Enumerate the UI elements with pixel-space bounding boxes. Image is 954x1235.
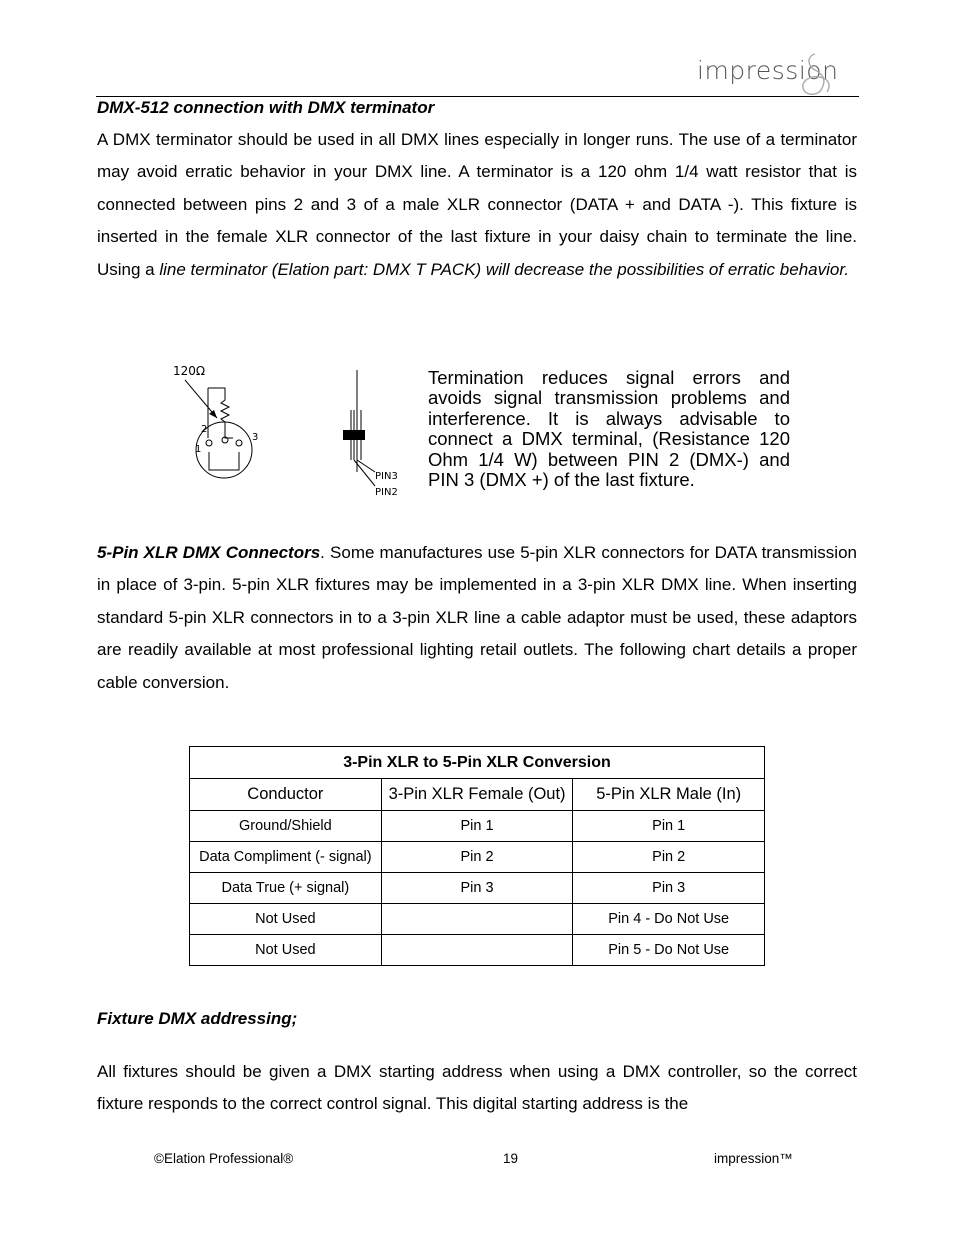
logo-text: impression (697, 56, 839, 85)
pin-label-2: 2 (201, 424, 208, 435)
table-title: 3-Pin XLR to 5-Pin XLR Conversion (190, 747, 765, 779)
table-cell: Data Compliment (- signal) (190, 842, 382, 873)
table-cell: Data True (+ signal) (190, 873, 382, 904)
pin2-label: PIN2 (375, 487, 398, 498)
terminator-plug-body (343, 430, 365, 440)
table-cell: Not Used (190, 935, 382, 966)
table-row (190, 873, 765, 904)
table-cell: Pin 3 (381, 873, 573, 904)
column-header-5pin: 5-Pin XLR Male (In) (573, 779, 765, 811)
termination-note: Termination reduces signal errors and avoids signal transmission problems and interference. It is always advisable to connect a DMX terminal, (Resistance 120 Ohm 1/4 W) between PIN 2 (DMX-) and PIN 3 (DMX +) of the last fixture. (428, 367, 790, 491)
five-pin-heading: 5-Pin XLR DMX Connectors (97, 543, 321, 562)
table-cell (381, 935, 573, 966)
resistor-label: 120Ω (173, 364, 206, 378)
footer-page-number: 19 (503, 1151, 519, 1166)
pin-label-1: 1 (195, 444, 202, 455)
table-cell: Not Used (190, 904, 382, 935)
table-cell: Pin 1 (381, 811, 573, 842)
ampersand-swirl-icon (793, 50, 853, 98)
footer-copyright: ©Elation Professional® (154, 1151, 294, 1166)
table-row (190, 811, 765, 842)
five-pin-paragraph (97, 537, 857, 699)
terminator-paragraph (97, 124, 857, 286)
table-row (190, 935, 765, 966)
table-cell: Ground/Shield (190, 811, 382, 842)
five-pin-paragraph-text: . Some manufactures use 5-pin XLR connectors for DATA transmission in place of 3-pin. 5-pin XLR fixtures may be implemented in a 3-pin XLR DMX line. When inserting standard 5-pin XLR connectors in to a 3-pin XLR line a cable adaptor must be used, these adaptors are readily available at most professional lighting retail outlets. The following chart details a proper cable conversion. (97, 543, 857, 692)
table-cell: Pin 4 - Do Not Use (573, 904, 765, 935)
addressing-paragraph: All fixtures should be given a DMX starting address when using a DMX controller, so the correct fixture responds to the correct control signal. This digital starting address is the (97, 1062, 857, 1114)
table-title-row (190, 747, 765, 779)
section-heading-dmx-terminator: DMX-512 connection with DMX terminator (97, 98, 435, 117)
xlr-terminator-diagram (165, 360, 410, 500)
table-cell: Pin 2 (573, 842, 765, 873)
column-header-3pin: 3-Pin XLR Female (Out) (381, 779, 573, 811)
table-header-row (190, 779, 765, 811)
table-cell: Pin 1 (573, 811, 765, 842)
pin-label-3: 3 (252, 432, 259, 443)
terminator-paragraph-text: A DMX terminator should be used in all DMX lines especially in longer runs. The use of a terminator may avoid erratic behavior in your DMX line. A terminator is a 120 ohm 1/4 watt resistor that is connected between pins 2 and 3 of a male XLR connector (DATA + and DATA -). This fixture is inserted in the female XLR connector of the last fixture in your daisy chain to terminate the line. Using a (97, 130, 857, 279)
table-cell: Pin 2 (381, 842, 573, 873)
column-header-conductor: Conductor (190, 779, 382, 811)
header-rule (96, 96, 859, 97)
table-cell (381, 904, 573, 935)
section-heading-dmx-addressing: Fixture DMX addressing; (97, 1009, 298, 1028)
impression-logo (697, 50, 862, 98)
terminator-paragraph-italic: line terminator (Elation part: DMX T PACK) will decrease the possibilities of erratic behavior. (159, 259, 850, 279)
table-row (190, 842, 765, 873)
footer-product-name: impression™ (714, 1151, 793, 1166)
pin3-label: PIN3 (375, 471, 398, 482)
table-cell: Pin 5 - Do Not Use (573, 935, 765, 966)
xlr-conversion-table (189, 746, 765, 966)
table-row (190, 904, 765, 935)
table-cell: Pin 3 (573, 873, 765, 904)
